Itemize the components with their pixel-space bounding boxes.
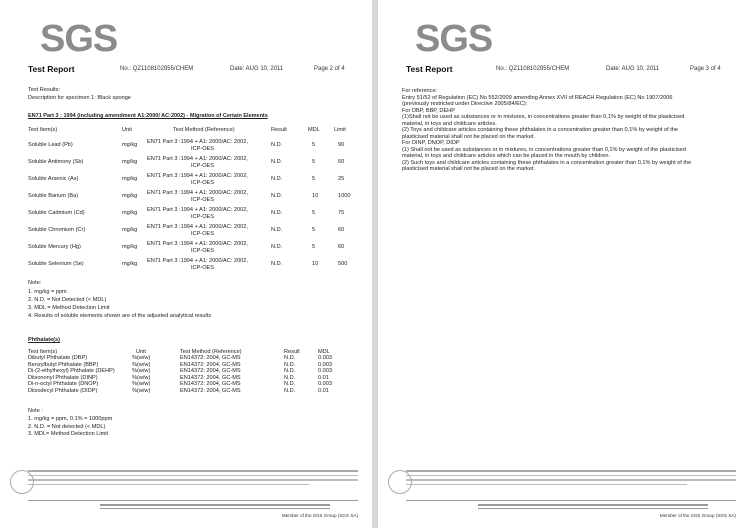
- test-item: Soluble Arsenic (As): [28, 176, 79, 182]
- note-line: 1. mg/kg = ppm: [28, 289, 67, 295]
- elements-table-header: [28, 127, 368, 139]
- unit: mg/kg: [122, 227, 138, 233]
- table-row: [28, 207, 368, 222]
- table-row: [28, 224, 368, 239]
- note-line: 4. Results of soluble elements shown are of the adjusted analytical results: [28, 313, 212, 319]
- test-item: Soluble Barium (Ba): [28, 193, 79, 199]
- table-row: [28, 139, 368, 154]
- mdl: 5: [312, 159, 316, 165]
- col-mdl: MDL: [308, 127, 320, 133]
- col-method: Test Method (Reference): [180, 349, 242, 355]
- method: EN14372: 2004, GC-MS: [180, 368, 241, 375]
- reference-line: (2) Such toys and childcare articles containing these phthalates in a concentration greater than 0,1% by weight of the: [402, 159, 692, 166]
- result: N.D.: [284, 388, 296, 394]
- col-unit: Unit: [122, 127, 132, 133]
- table-row: [28, 190, 368, 205]
- result: N.D.: [271, 261, 283, 267]
- method-line1: EN71 Part 3 :1994 + A1: 2000/AC: 2002,: [147, 139, 248, 145]
- limit: 500: [338, 261, 348, 267]
- limit: 90: [338, 142, 345, 148]
- table-row: [28, 388, 368, 395]
- note-line: 3. MDL = Method Detection Limit: [28, 305, 110, 311]
- sgs-member-text: Member of the SGS Group (SGS SA): [281, 513, 358, 518]
- method-line2: ICP-OES: [191, 247, 215, 254]
- method: EN14372: 2004, GC-MS: [180, 361, 241, 368]
- reference-line: For DBP, BBP, DEHP: [402, 107, 455, 114]
- test-item: Diisodecyl Phthalate (DIDP): [28, 388, 98, 394]
- report-header: [0, 66, 372, 78]
- method: EN14372: 2004, GC-MS: [180, 388, 241, 394]
- test-item: Dibutyl Phthalate (DBP): [28, 355, 88, 361]
- test-item: Benzylbutyl Phthalate (BBP): [28, 361, 99, 368]
- section-phthalates-title: Phthalate(s): [28, 337, 61, 343]
- report-page-2: [0, 0, 372, 528]
- unit: mg/kg: [122, 159, 138, 165]
- test-item: Soluble Cadmium (Cd): [28, 210, 85, 216]
- page-number: Page 3 of 4: [690, 66, 721, 72]
- note-line: 3. MDL= Method Detection Limit: [28, 431, 109, 437]
- results-heading: Test Results:: [28, 87, 61, 93]
- table-row: [28, 241, 368, 256]
- method-line2: ICP-OES: [191, 213, 215, 220]
- result: N.D.: [271, 210, 283, 216]
- col-test-item: Test Item(s): [28, 127, 58, 133]
- method-line1: EN71 Part 3 :1994 + A1: 2000/AC: 2002,: [147, 258, 248, 264]
- result: N.D.: [271, 142, 283, 148]
- report-header: [378, 66, 750, 78]
- limit: 60: [338, 159, 345, 165]
- limit: 1000: [338, 193, 351, 199]
- reference-line: (2) Toys and childcare articles containing these phthalates in a concentration greater than 0,1% by weight of the: [402, 127, 679, 133]
- result: N.D.: [284, 368, 296, 375]
- method-line1: EN71 Part 3 :1994 + A1: 2000/AC: 2002,: [147, 224, 248, 230]
- reference-line: Entry 51/52 of Regulation (EC) No 552/2009 amending Annex XVII of REACH Regulation (EC) No 1907/2006: [402, 94, 673, 101]
- table-row: [28, 156, 368, 171]
- mdl: 0.003: [318, 368, 332, 375]
- method-line2: ICP-OES: [191, 145, 215, 152]
- method-line2: ICP-OES: [191, 196, 215, 203]
- result: N.D.: [271, 176, 283, 182]
- col-result: Result: [284, 349, 300, 355]
- note-line: 1. mg/kg = ppm, 0.1% = 1000ppm: [28, 416, 113, 422]
- col-mdl: MDL: [318, 349, 330, 355]
- method-line2: ICP-OES: [191, 162, 215, 169]
- unit: %(w/w): [132, 355, 151, 361]
- col-result: Result: [271, 127, 287, 133]
- report-title: Test Report: [406, 64, 453, 74]
- table-row: [28, 258, 368, 273]
- section-elements-title: EN71 Part 3 : 1994 (including amendment A1:2000/ AC:2002) - Migration of Certain Elements: [28, 113, 268, 119]
- mdl: 5: [312, 142, 316, 148]
- mdl: 10: [312, 261, 319, 267]
- reference-line: For DINP, DNOP, DIDP: [402, 140, 460, 146]
- reference-line: material, in toys and childcare articles.: [402, 120, 497, 127]
- method-line1: EN71 Part 3 :1994 + A1: 2000/AC: 2002,: [147, 156, 248, 162]
- mdl: 5: [312, 244, 316, 250]
- mdl: 10: [312, 193, 319, 199]
- test-item: Soluble Chromium (Cr): [28, 227, 86, 233]
- table-row: [28, 173, 368, 188]
- unit: %(w/w): [132, 368, 151, 375]
- note-title: Note:: [28, 280, 42, 286]
- method-line1: EN71 Part 3 :1994 + A1: 2000/AC: 2002,: [147, 173, 248, 179]
- unit: mg/kg: [122, 193, 138, 199]
- limit: 60: [338, 244, 345, 250]
- method: EN14372: 2004, GC-MS: [180, 355, 241, 361]
- col-method: Test Method (Reference): [173, 127, 235, 133]
- legal-disclaimer: [28, 468, 358, 488]
- footer-divider: [406, 500, 736, 501]
- mdl: 0.003: [318, 381, 332, 388]
- reference-line: (1)Shall not be used as substances or in mixtures, in concentrations greater than 0,1% by weight of the plasticised: [402, 114, 685, 120]
- report-number: No.: QZ1108102955/CHEM: [120, 66, 194, 72]
- method: EN14372: 2004, GC-MS: [180, 381, 241, 388]
- mdl: 0.01: [318, 374, 329, 381]
- result: N.D.: [284, 374, 296, 381]
- reference-line: plasticised material shall not be placed on the market.: [402, 166, 536, 172]
- test-item: Di-n-octyl Phthalate (DNOP): [28, 381, 99, 388]
- method: EN14372: 2004, GC-MS: [180, 374, 241, 381]
- test-item: Soluble Mercury (Hg): [28, 244, 81, 250]
- result: N.D.: [271, 193, 283, 199]
- mdl: 0.003: [318, 355, 332, 361]
- col-test-item: Test Item(s): [28, 349, 58, 355]
- legal-disclaimer: [406, 468, 736, 488]
- mdl: 0.003: [318, 361, 332, 368]
- result: N.D.: [271, 244, 283, 250]
- unit: mg/kg: [122, 244, 138, 250]
- sgs-stamp-icon: [388, 470, 412, 494]
- result: N.D.: [271, 159, 283, 165]
- unit: %(w/w): [132, 361, 151, 368]
- method-line1: EN71 Part 3 :1994 + A1: 2000/AC: 2002,: [147, 190, 248, 196]
- result: N.D.: [271, 227, 283, 233]
- note-line: 2. N.D. = Not Detected (< MDL): [28, 297, 107, 303]
- limit: 75: [338, 210, 345, 216]
- method-line1: EN71 Part 3 :1994 + A1: 2000/AC: 2002,: [147, 207, 248, 213]
- sgs-member-text: Member of the SGS Group (SGS SA): [659, 513, 736, 518]
- test-item: Soluble Antimony (Sb): [28, 159, 84, 165]
- reference-line: For reference:: [402, 88, 438, 94]
- method-line2: ICP-OES: [191, 230, 215, 237]
- report-number: No.: QZ1108102955/CHEM: [496, 66, 570, 72]
- note-line: 2. N.D. = Not detected (< MDL): [28, 423, 106, 430]
- method-line2: ICP-OES: [191, 264, 215, 271]
- specimen-description: Description for specimen 1: Black sponge: [28, 95, 131, 101]
- method-line1: EN71 Part 3 :1994 + A1: 2000/AC: 2002,: [147, 241, 248, 247]
- reference-line: plasticised material shall not be placed on the market.: [402, 133, 536, 140]
- mdl: 5: [312, 227, 316, 233]
- limit: 60: [338, 227, 345, 233]
- mdl: 0.01: [318, 388, 329, 394]
- mdl: 5: [312, 176, 316, 182]
- report-page-3: [378, 0, 750, 528]
- reference-line: material, in toys and childcare articles which can be placed in the mouth by children.: [402, 153, 611, 159]
- sgs-logo: SGS: [415, 18, 493, 60]
- unit: mg/kg: [122, 176, 138, 182]
- report-title: Test Report: [28, 64, 75, 74]
- page-number: Page 2 of 4: [314, 66, 345, 72]
- unit: mg/kg: [122, 261, 138, 267]
- result: N.D.: [284, 381, 296, 388]
- test-item: Diisononyl Phthalate (DINP): [28, 374, 98, 381]
- unit: mg/kg: [122, 142, 138, 148]
- note2-title: Note :: [28, 408, 43, 414]
- unit: %(w/w): [132, 374, 151, 381]
- sgs-logo: SGS: [40, 18, 118, 60]
- reference-line: (previously restricted under Directive 2005/84/EC):: [402, 101, 528, 107]
- address-line: [478, 504, 708, 509]
- col-limit: Limit: [334, 127, 346, 133]
- report-date: Date: AUG 10, 2011: [606, 66, 660, 72]
- col-unit: Unit: [136, 349, 146, 355]
- unit: mg/kg: [122, 210, 138, 216]
- test-item: Di-(2-ethylhexyl) Phthalate (DEHP): [28, 368, 115, 375]
- limit: 25: [338, 176, 345, 182]
- test-item: Soluble Selenium (Se): [28, 261, 84, 267]
- reference-line: (1) Shall not be used as substances or in mixtures, in concentrations greater than 0,1% by weight of the plasticised: [402, 146, 686, 153]
- footer-divider: [28, 500, 358, 501]
- test-item: Soluble Lead (Pb): [28, 142, 73, 148]
- report-date: Date: AUG 10, 2011: [230, 66, 284, 72]
- result: N.D.: [284, 361, 296, 368]
- method-line2: ICP-OES: [191, 179, 215, 186]
- sgs-stamp-icon: [10, 470, 34, 494]
- result: N.D.: [284, 355, 296, 361]
- address-line: [100, 504, 330, 509]
- unit: %(w/w): [132, 381, 151, 388]
- unit: %(w/w): [132, 388, 151, 394]
- mdl: 5: [312, 210, 316, 216]
